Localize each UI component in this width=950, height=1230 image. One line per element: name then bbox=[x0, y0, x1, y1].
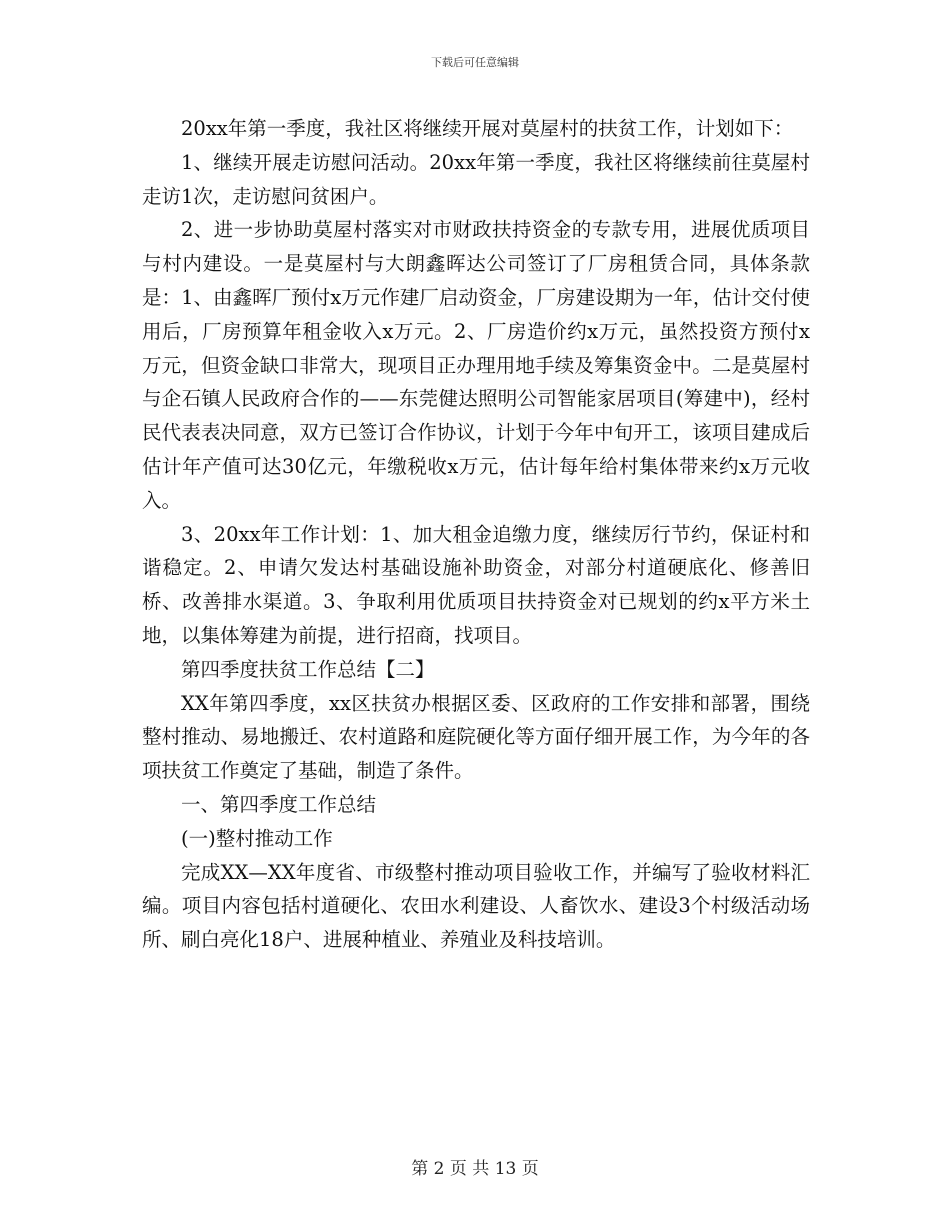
subsection-heading-2: (一)整村推动工作 bbox=[181, 826, 333, 850]
subsection-heading-1: 一、第四季度工作总结 bbox=[181, 792, 377, 816]
section-heading: 第四季度扶贫工作总结【二】 bbox=[181, 657, 435, 681]
paragraph-item-2: 2、进一步协助莫屋村落实对市财政扶持资金的专款专用，进展优质项目与村内建设。一是莫屋村与大朗鑫晖达公司签订了厂房租赁合同，具体条款是：1、由鑫晖厂预付x万元作建厂启动资金，厂房建设期为一年，估计交付使用后，厂房预算年租金收入x万元。2、厂房造价约x万元，虽然投资方预付x万元，但资金缺口非常大，现项目正办理用地手续及筹集资金中。二是莫屋村与企石镇人民政府合作的——东莞健达照明公司智能家居项目(筹建中)，经村民代表表决同意，双方已签订合作协议，计划于今年中旬开工，该项目建成后估计年产值可达30亿元，年缴税收x万元，估计每年给村集体带来约x万元收入。 bbox=[142, 218, 810, 512]
page-number: 第 2 页 共 13 页 bbox=[411, 1159, 539, 1179]
page-header: 下载后可任意编辑 bbox=[431, 56, 519, 69]
paragraph-item-1: 1、继续开展走访慰问活动。20xx年第一季度，我社区将继续前往莫屋村走访1次，走访慰问贫困户。 bbox=[142, 150, 810, 208]
paragraph-summary: XX年第四季度，xx区扶贫办根据区委、区政府的工作安排和部署，围绕整村推动、易地搬迁、农村道路和庭院硬化等方面仔细开展工作，为今年的各项扶贫工作奠定了基础，制造了条件。 bbox=[142, 691, 810, 783]
document-body bbox=[142, 112, 810, 957]
paragraph-project: 完成XX—XX年度省、市级整村推动项目验收工作，并编写了验收材料汇编。项目内容包括村道硬化、农田水利建设、人畜饮水、建设3个村级活动场所、刷白亮化18户、进展种植业、养殖业及科技培训。 bbox=[142, 860, 810, 952]
paragraph-intro: 20xx年第一季度，我社区将继续开展对莫屋村的扶贫工作，计划如下： bbox=[181, 117, 794, 140]
paragraph-item-3: 3、20xx年工作计划：1、加大租金追缴力度，继续厉行节约，保证村和谐稳定。2、申请欠发达村基础设施补助资金，对部分村道硬底化、修善旧桥、改善排水渠道。3、争取利用优质项目扶持资金对已规划的约x平方米土地，以集体筹建为前提，进行招商，找项目。 bbox=[142, 522, 810, 647]
